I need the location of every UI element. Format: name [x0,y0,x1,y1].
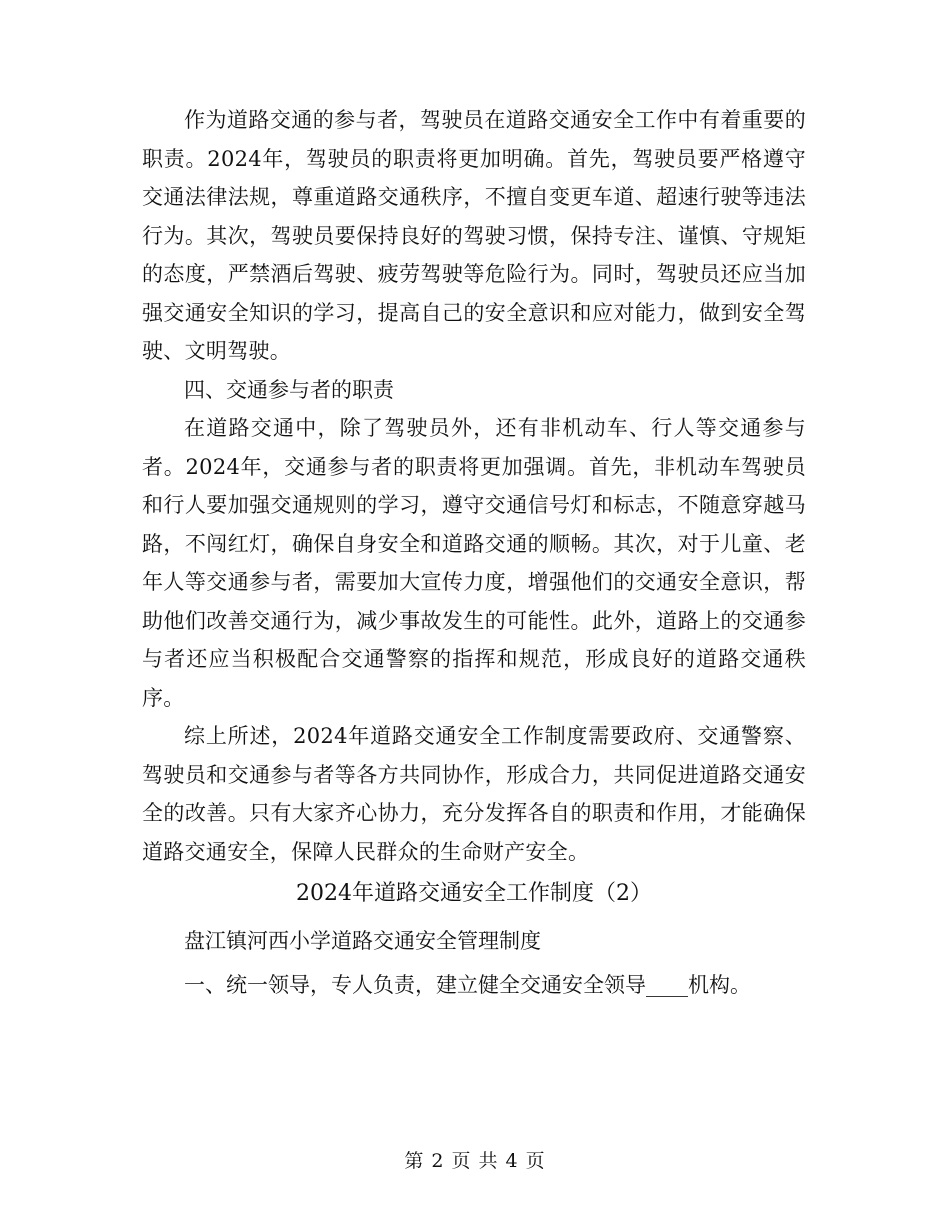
item-one: 一、统一领导，专人负责，建立健全交通安全领导____机构。 [184,973,751,997]
paragraph-participants-duties: 在道路交通中，除了驾驶员外，还有非机动车、行人等交通参与者。2024年，交通参与者的职责将更加强调。首先，非机动车驾驶员和行人要加强交通规则的学习，遵守交通信号灯和标志，不随意穿越马路，不闯红灯，确保自身安全和道路交通的顺畅。其次，对于儿童、老年人等交通参与者，需要加大宣传力度，增强他们的交通安全意识，帮助他们改善交通行为，减少事故发生的可能性。此外，道路上的交通参与者还应当积极配合交通警察的指挥和规范，形成良好的道路交通秩序。 [142,416,806,710]
paragraph-drivers-duties: 作为道路交通的参与者，驾驶员在道路交通安全工作中有着重要的职责。2024年，驾驶员的职责将更加明确。首先，驾驶员要严格遵守交通法律法规，尊重道路交通秩序，不擅自变更车道、超速行驶等违法行为。其次，驾驶员要保持良好的驾驶习惯，保持专注、谨慎、守规矩的态度，严禁酒后驾驶、疲劳驾驶等危险行为。同时，驾驶员还应当加强交通安全知识的学习，提高自己的安全意识和应对能力，做到安全驾驶、文明驾驶。 [142,108,806,363]
page-number-footer: 第 2 页 共 4 页 [404,1150,546,1172]
section-heading: 四、交通参与者的职责 [184,377,394,402]
document-body [142,101,806,1007]
school-title: 盘江镇河西小学道路交通安全管理制度 [184,929,541,953]
paragraph-summary: 综上所述，2024年道路交通安全工作制度需要政府、交通警察、驾驶员和交通参与者等各方共同协作，形成合力，共同促进道路交通安全的改善。只有大家齐心协力，充分发挥各自的职责和作用，才能确保道路交通安全，保障人民群众的生命财产安全。 [142,724,806,864]
document-title: 2024年道路交通安全工作制度（2） [296,881,652,906]
